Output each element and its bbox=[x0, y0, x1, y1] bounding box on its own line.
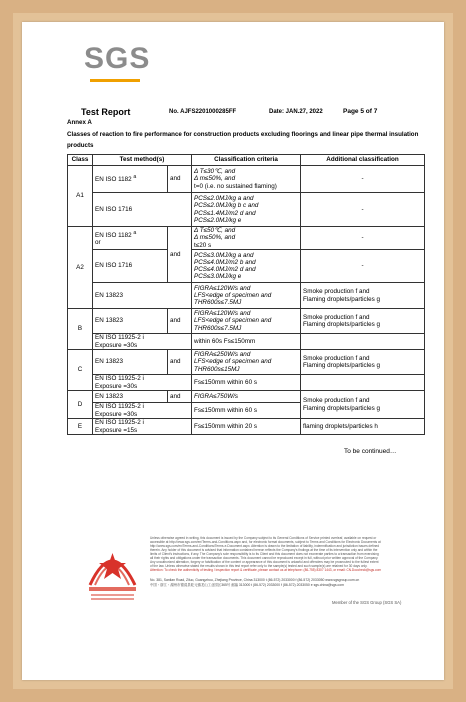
sgs-logo bbox=[84, 42, 151, 82]
criteria-cell: FIGRA≤750W/s bbox=[192, 391, 301, 403]
table-row bbox=[68, 250, 425, 283]
report-page bbox=[22, 22, 444, 680]
class-cell: A1 bbox=[68, 166, 93, 227]
additional-cell: Smoke production f and Flaming droplets/particles g bbox=[301, 391, 425, 419]
annex-heading: Annex A bbox=[67, 119, 92, 126]
method-cell: EN ISO 1716 bbox=[93, 193, 192, 227]
method-cell: EN 13823 bbox=[93, 391, 168, 403]
method-cell: EN ISO 1716 bbox=[93, 250, 168, 283]
additional-cell: - bbox=[301, 166, 425, 193]
table-row bbox=[68, 227, 425, 250]
criteria-cell: PCS≤3.0MJ/kg a and PCS≤4.0MJ/m2 b and PCS≤4.0MJ/m2 d and PCS≤3.0MJ/kg e bbox=[192, 250, 301, 283]
class-cell: A2 bbox=[68, 227, 93, 309]
additional-cell: flaming droplets/particles h bbox=[301, 419, 425, 435]
method-cell: EN ISO 11925-2 i Exposure =30s bbox=[93, 334, 192, 350]
table-row bbox=[68, 166, 425, 193]
table-row bbox=[68, 350, 425, 375]
report-date: Date: JAN.27, 2022 bbox=[269, 109, 323, 115]
and-cell: and bbox=[168, 227, 192, 283]
report-title: Test Report bbox=[81, 107, 131, 117]
method-cell: EN ISO 1182 $^a$ or bbox=[93, 227, 168, 250]
and-cell: and bbox=[168, 309, 192, 334]
legal-disclaimer: Unless otherwise agreed in writing, this document is issued by the Company subject to its General Conditions of Service printed overleaf, available on request or accessible at http://www.sgs.com/en/Terms-and-Conditions.aspx and, for electronic format documents, subject to Terms and Conditions for Electronic Documents at http://www.sgs.com/en/Terms-and-Conditions/Terms-e-Document.aspx. Attention is drawn to the limitation of liability, indemnification and jurisdiction issues defined therein. Any holder of this document is advised that information contained hereon reflects the Company's findings at the time of its intervention only and within the limits of Client's instructions, if any. The Company's sole responsibility is to its Client and this document does not exonerate parties to a transaction from exercising all their rights and obligations under the transaction documents. This document cannot be reproduced except in full, without prior written approval of the Company. Any unauthorized alteration, forgery or falsification of the content or appearance of this document is unlawful and offenders may be prosecuted to the fullest extent of the law. Unless otherwise stated the results shown in this test report refer only to the sample(s) tested and such sample(s) are retained for 30 days only. Attention: To check the authenticity of testing / inspection report & certificate, please contact us at telephone: (86-755) 8307 1443, or email: CN.Doccheck@sgs.com bbox=[150, 536, 382, 572]
criteria-cell: within 60s Fs≤150mm bbox=[192, 334, 301, 350]
method-cell: EN 13823 bbox=[93, 350, 168, 375]
and-cell: and bbox=[168, 391, 192, 403]
address-block: No. 381, Sanlian Road, Ziluo, Guangzhou, Zhejiang Province, China 313000 t (86-572) 2033000 f (86-572) 2033050 www.sgsgroup.com.cn 中国・浙江・湖州市德清县乾元镇龙山工业园区365号 邮编 313000 t (86-572) 2033000 f (86-572) 2033050 e sgs.china@sgs.com bbox=[150, 578, 360, 587]
header-test-methods: Test method(s) bbox=[93, 155, 192, 166]
table-row bbox=[68, 375, 425, 391]
criteria-cell: Fs≤150mm within 60 s bbox=[192, 375, 301, 391]
additional-cell: - bbox=[301, 193, 425, 227]
additional-cell: - bbox=[301, 227, 425, 250]
red-star-seal-icon bbox=[85, 535, 140, 605]
criteria-cell: Δ T≤30℃, and Δ m≤50%, and t=0 (i.e. no sustained flaming) bbox=[192, 166, 301, 193]
intro-heading: Classes of reaction to fire performance for construction products excluding floorings and linear pipe thermal insulation products bbox=[67, 131, 419, 149]
and-cell: and bbox=[168, 166, 192, 193]
additional-cell: Smoke production f and Flaming droplets/particles g bbox=[301, 309, 425, 334]
method-cell: EN ISO 11925-2 i Exposure =30s bbox=[93, 375, 192, 391]
table-row bbox=[68, 419, 425, 435]
method-cell: EN 13823 bbox=[93, 283, 192, 309]
table-header-row bbox=[68, 155, 425, 166]
table-row bbox=[68, 309, 425, 334]
method-cell: EN ISO 11925-2 i Exposure =15s bbox=[93, 419, 192, 435]
class-cell: D bbox=[68, 391, 93, 419]
criteria-cell: FIGRA≤120W/s and LFS<edge of specimen and THR600s≤7.5MJ bbox=[192, 309, 301, 334]
header-criteria: Classification criteria bbox=[192, 155, 301, 166]
criteria-cell: PCS≤2.0MJ/kg a and PCS≤2.0MJ/kg b c and PCS≤1.4MJ/m2 d and PCS≤2.0MJ/kg e bbox=[192, 193, 301, 227]
header-additional: Additional classification bbox=[301, 155, 425, 166]
report-number: No. AJFS2201000285FF bbox=[169, 109, 237, 115]
and-cell: and bbox=[168, 350, 192, 375]
table-row bbox=[68, 391, 425, 403]
criteria-cell: FIGRA≤120W/s and LFS<edge of specimen and THR600s≤7.5MJ bbox=[192, 283, 301, 309]
classification-table bbox=[67, 154, 425, 435]
additional-cell: Smoke production f and Flaming droplets/particles g bbox=[301, 350, 425, 375]
additional-cell: - bbox=[301, 250, 425, 283]
sgs-logo-underline bbox=[90, 79, 140, 82]
criteria-cell: Δ T≤50℃, and Δ m≤50%, and t≤20 s bbox=[192, 227, 301, 250]
page-number: Page 5 of 7 bbox=[343, 108, 378, 115]
sgs-member-note: Member of the SGS Group (SGS SA) bbox=[332, 600, 402, 605]
method-cell: EN ISO 11925-2 i Exposure =30s bbox=[93, 403, 192, 419]
table-row bbox=[68, 334, 425, 350]
sgs-logo-text: SGS bbox=[84, 42, 151, 75]
additional-cell bbox=[301, 334, 425, 350]
criteria-cell: FIGRA≤250W/s and LFS<edge of specimen and THR600s≤15MJ bbox=[192, 350, 301, 375]
method-cell: EN 13823 bbox=[93, 309, 168, 334]
class-cell: B bbox=[68, 309, 93, 350]
additional-cell: Smoke production f and Flaming droplets/particles g bbox=[301, 283, 425, 309]
criteria-cell: Fs≤150mm within 60 s bbox=[192, 403, 301, 419]
class-cell: C bbox=[68, 350, 93, 391]
class-cell: E bbox=[68, 419, 93, 435]
header-class: Class bbox=[68, 155, 93, 166]
criteria-cell: Fs≤150mm within 20 s bbox=[192, 419, 301, 435]
table-row bbox=[68, 283, 425, 309]
method-cell: EN ISO 1182 $^a$ bbox=[93, 166, 168, 193]
table-row bbox=[68, 193, 425, 227]
continued-note: To be continued… bbox=[344, 448, 397, 455]
additional-cell bbox=[301, 375, 425, 391]
